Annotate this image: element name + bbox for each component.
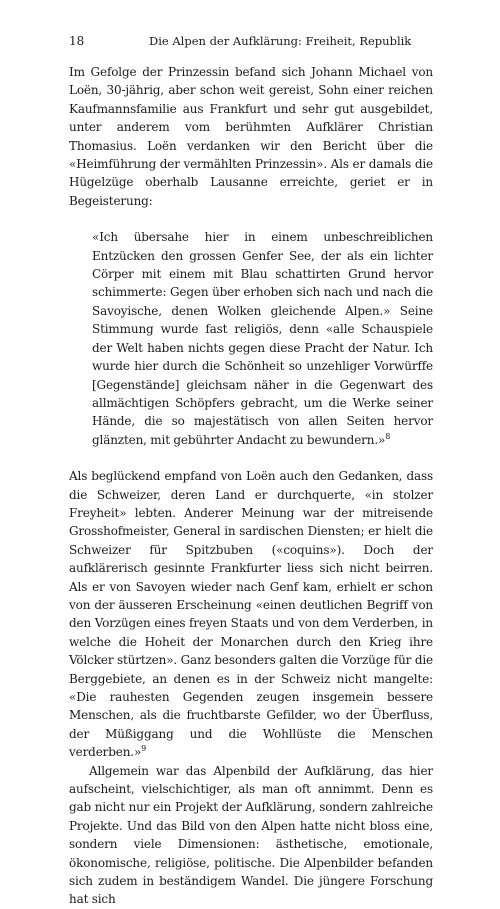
footnote-ref-8: 8 [385,431,391,441]
footnote-ref-9: 9 [141,744,147,754]
paragraph-text: Im Gefolge der Prinzessin befand sich Johann Michael von Loën, 30-jährig, aber schon weit gereist, Sohn einer reichen Kaufmannsfamilie aus Frankfurt und sehr gut ausgebildet, unter anderem vom berühmten Aufklärer Christian Thomasius. Loën verdanken wir den Bericht über die «Heimführung der vermählten Prinzessin». Als er damals die Hügelzüge oberhalb Lausanne erreichte, geriet er in Begeisterung: [69,65,433,208]
paragraph-enlightenment [69,762,433,909]
paragraph-freedom [69,467,433,762]
paragraph-intro [69,63,433,210]
paragraph-text: Als beglückend empfand von Loën auch den Gedanken, dass die Schweizer, deren Land er durchquerte, «in stolzer Freyheit» lebten. Anderer Meinung war der mitreisende Grosshofmeister, General in sardischen Diensten; er hielt die Schweizer für Spitzbuben («coquins»). Doch der aufklärerisch gesinnte Frankfurter liess sich nicht beirren. Als er von Savoyen wieder nach Genf kam, erhielt er schon von der äusseren Erscheinung «einen deutlichen Begriff von den Vorzügen eines freyen Staats und von dem Verderben, in welche die Hoheit der Monarchen durch den Krieg ihre Völcker stürtzen». Ganz besonders galten die Vorzüge für die Berggebiete, an denen es in der Schweiz nicht mangelte: «Die rauhesten Gegenden zeugen insgemein bessere Menschen, als die fruchtbarste Gefilder, wo der Überfluss, der Müßiggang und die Wohllüste die Menschen verderben.» [69,469,433,760]
page-number: 18 [69,34,85,48]
running-title: Die Alpen der Aufklärung: Freiheit, Republik [149,34,412,48]
quote-text: «Ich übersahe hier in einem unbeschreiblichen Entzücken den grossen Genfer See, der als ein lichter Cörper mit einem mit Blau schattirten Grund hervor schimmerte: Gegen über erhoben sich nach und nach die Savoyische, denen Wolken gleichende Alpen.» Seine Stimmung wurde fast religiös, denn «alle Schauspiele der Welt haben nichts gegen diese Pracht der Natur. Ich wurde hier durch die Schönheit so unzehliger Vorwürffe [Gegenstände] gleichsam näher in die Gegenwart des allmächtigen Schöpfers gebracht, um die Werke seiner Hände, die so majestätisch von allen Seiten hervor glänzten, mit gebührter Andacht zu bewundern.» [92,230,433,447]
page-header [69,34,432,48]
block-quote [92,228,433,449]
body-text [69,63,433,909]
paragraph-text: Allgemein war das Alpenbild der Aufklärung, das hier aufscheint, vielschichtiger, als man oft annimmt. Denn es gab nicht nur ein Projekt der Aufklärung, sondern zahlreiche Projekte. Und das Bild von den Alpen hatte nicht bloss eine, sondern viele Dimensionen: ästhetische, emotionale, ökonomische, religiöse, politische. Die Alpenbilder befanden sich zudem in beständigem Wandel. Die jüngere Forschung hat sich [69,763,433,907]
